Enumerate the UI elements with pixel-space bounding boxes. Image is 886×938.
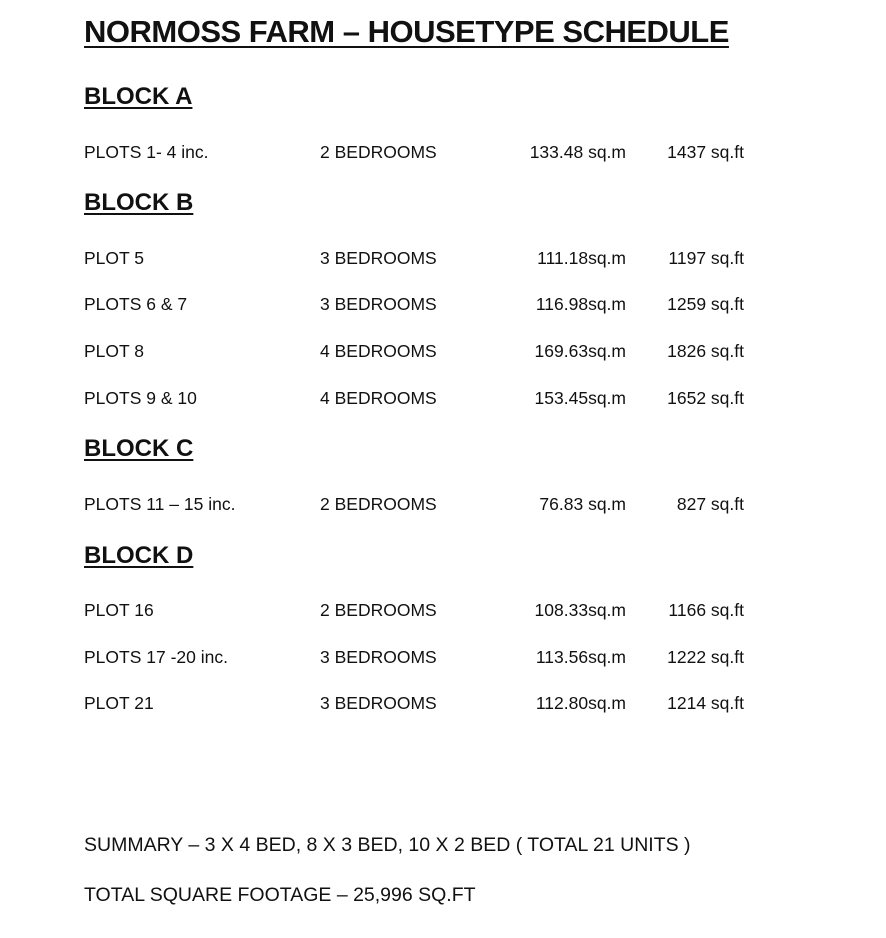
bedrooms-label: 2 BEDROOMS	[320, 494, 437, 514]
table-row	[0, 386, 886, 410]
area-sqft: 1197 sq.ft	[668, 248, 744, 268]
area-sqm: 111.18sq.m	[537, 248, 626, 268]
block-b-heading: BLOCK B	[84, 189, 194, 216]
block-a-heading: BLOCK A	[84, 83, 193, 110]
table-row	[0, 645, 886, 669]
table-row	[0, 140, 886, 164]
block-d-heading: BLOCK D	[84, 542, 194, 569]
bedrooms-label: 3 BEDROOMS	[320, 294, 437, 314]
area-sqm: 116.98sq.m	[535, 294, 626, 314]
plot-label: PLOTS 11 – 15 inc.	[84, 494, 236, 514]
area-sqm: 112.80sq.m	[535, 693, 626, 713]
bedrooms-label: 3 BEDROOMS	[320, 647, 437, 667]
area-sqm: 76.83 sq.m	[539, 494, 626, 514]
area-sqft: 1222 sq.ft	[667, 647, 744, 667]
plot-label: PLOTS 1- 4 inc.	[84, 142, 209, 162]
table-row	[0, 492, 886, 516]
area-sqm: 113.56sq.m	[535, 647, 626, 667]
summary-units: SUMMARY – 3 X 4 BED, 8 X 3 BED, 10 X 2 BED ( TOTAL 21 UNITS )	[84, 834, 691, 856]
plot-label: PLOT 21	[84, 693, 154, 713]
bedrooms-label: 2 BEDROOMS	[320, 142, 437, 162]
plot-label: PLOT 8	[84, 341, 144, 361]
area-sqm: 108.33sq.m	[534, 600, 626, 620]
summary-total-footage: TOTAL SQUARE FOOTAGE – 25,996 SQ.FT	[84, 884, 476, 906]
area-sqft: 1437 sq.ft	[667, 142, 744, 162]
area-sqft: 1652 sq.ft	[667, 388, 744, 408]
area-sqft: 1826 sq.ft	[667, 341, 744, 361]
page-title: NORMOSS FARM – HOUSETYPE SCHEDULE	[84, 14, 729, 49]
area-sqm: 133.48 sq.m	[529, 142, 626, 162]
bedrooms-label: 3 BEDROOMS	[320, 693, 437, 713]
bedrooms-label: 4 BEDROOMS	[320, 388, 437, 408]
area-sqft: 1214 sq.ft	[667, 693, 744, 713]
table-row	[0, 246, 886, 270]
table-row	[0, 292, 886, 316]
plot-label: PLOT 5	[84, 248, 144, 268]
plot-label: PLOTS 9 & 10	[84, 388, 197, 408]
area-sqft: 827 sq.ft	[676, 494, 744, 514]
table-row	[0, 339, 886, 363]
table-row	[0, 598, 886, 622]
area-sqm: 153.45sq.m	[534, 388, 626, 408]
plot-label: PLOTS 6 & 7	[84, 294, 188, 314]
area-sqm: 169.63sq.m	[534, 341, 626, 361]
bedrooms-label: 2 BEDROOMS	[320, 600, 437, 620]
area-sqft: 1259 sq.ft	[667, 294, 744, 314]
bedrooms-label: 4 BEDROOMS	[320, 341, 437, 361]
table-row	[0, 691, 886, 715]
bedrooms-label: 3 BEDROOMS	[320, 248, 437, 268]
area-sqft: 1166 sq.ft	[668, 600, 744, 620]
plot-label: PLOT 16	[84, 600, 154, 620]
block-c-heading: BLOCK C	[84, 435, 194, 462]
plot-label: PLOTS 17 -20 inc.	[84, 647, 228, 667]
